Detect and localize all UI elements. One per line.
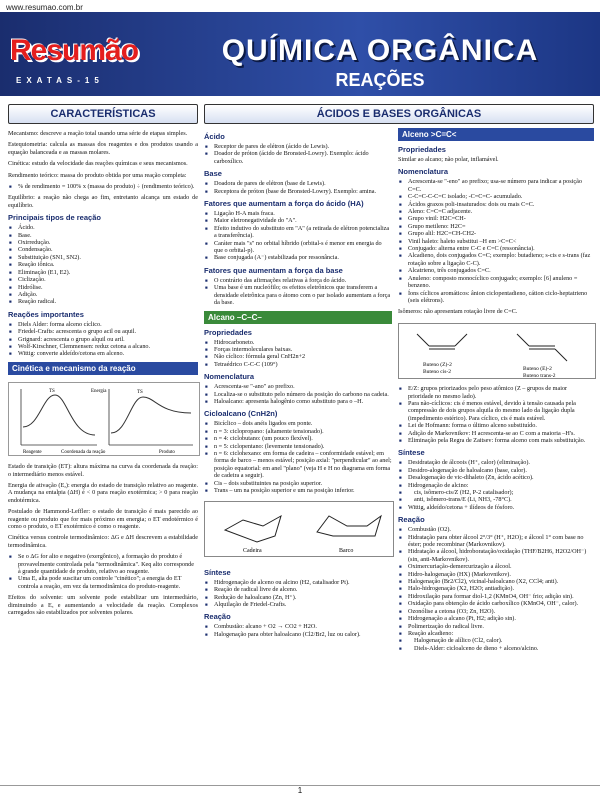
list-item: ■ Combustão (O2). [406,526,594,533]
list-item: ■ Doador de próton (ácido de Bronsted-Lowry). Exemplo: ácido carboxílico. [212,150,392,165]
important-list [8,321,198,358]
list-item: ■ Desalogenação de vic-dihaleto (Zn, ácido acético). [406,474,594,481]
list-item: ■ Se o ΔG for alto e negativo (exergônico), a formação do produto é provavelmente controlada pela "termodinâmica". Keq alto corresponde à grande quantidade de produto, relativo ao reagente. [16,553,198,575]
curve-exothermic [23,395,95,435]
list-item: ■ Grupo metileno: H2C= [406,223,594,230]
list-item: ■ Reação radical. [16,298,198,305]
heading-sintese: Síntese [204,567,231,577]
chair-shape [225,516,281,542]
text-solvente: Efeitos do solvente: um solvente pode estabilizar um intermediário, diminuindo a Eₐ e aumentando a velocidade da reação. Complexos carregados são estabilizados por solventes polares. [8,594,198,617]
text-energia-ativacao: Energia de ativação (Eₐ): energia do estado de transição relativo ao reagente. A mudança na entalpia (ΔH) é < 0 para reação exotérmica; > 0 para reação endotérmica. [8,481,198,504]
list-item: ■ Para não-cíclicos: cis é menos estável, devido à tensão causada pela compressão de dois grupos alquila do mesmo lado da ligação dupla (impedimento estérico). Para cíclico, cis é mais estável. [406,400,594,422]
list-item: ■ C-C=C-C-C=C isolado; -C=C=C- acumulado. [406,193,594,200]
list-item: ■ Receptor de pares de elétron (ácido de Lewis). [212,143,392,150]
heading-reacao: Reação [204,612,231,622]
list-item: ■ Haloalcano: apresenta halogênio como substituto para o –H. [212,398,392,405]
list-item: ■ Combustão: alcano + O2 → CO2 + H2O. [212,623,392,630]
list-item: ■ cis, isômero-cis/Z (H2, P-2 catalisador); [406,489,594,496]
list-item: ■ Bicíclico – dois anéis ligados em ponte. [212,420,392,427]
z-bond [455,334,467,346]
list-item: ■ Forças intermoleculares baixas. [212,346,392,353]
logo-wordmark: Resumão [10,34,139,67]
heading-tipos: Principais tipos de reação [8,213,101,223]
text-equilibrio: Equilíbrio: a reação não chega ao fim, entretanto alcança um estado de equilíbrio. [8,194,198,209]
list-item: ■ Hidrogenação a alcano (Pt, H2; adição sin). [406,615,594,622]
props-list [204,339,392,369]
list-item: ■ Halogenação de alílico (Cl2, calor). [406,637,594,644]
list-item: ■ Hidrogenação de alcino: [406,482,594,489]
text-hammond: Postulado de Hammond-Leffler: o estado de transição é mais parecido ao reagente ou produto que for mais próximo em energia; o ET endotérmico é como o produto, o ET exotérmico é como o reagente. [8,508,198,530]
z-label: Buteno (Z)-2 [423,361,452,368]
graph-label-coordenada: Coordenada da reação [61,449,106,455]
column-acidos [204,128,392,642]
header-banner [0,12,600,96]
synth-list [398,459,594,511]
list-item: ■ Halogenação para obter haloalcano (Cl2/Br2, luz ou calor). [212,631,392,638]
logo-subtitle: EXATAS-15 [16,76,104,85]
list-item: ■ Friedel-Crafts: acrescenta o grupo acil ou aquil. [16,328,198,335]
band-alcano: Alcano –C–C– [204,311,392,324]
list-item: ■ Adição. [16,291,198,298]
list-item: ■ Uma Eₐ alta pode suscitar um controle "cinético"; a energia do ET controla a reação, em vez da termodinâmica do produto-reagente. [16,575,198,590]
list-item: ■ Polimerização do radical livre. [406,623,594,630]
e-label: Buteno (E)-2 [523,365,552,372]
heading-acido: Ácido [204,132,225,141]
list-item: ■ Não cíclico: fórmula geral CnH2n+2 [212,353,392,360]
list-item: ■ Reação iônica. [16,261,198,268]
list-item: ■ Hidroxilação para formar diol-1,2 (KMnO4, OH⁻ frio; adição sin). [406,593,594,600]
list-item: ■ Eliminação pela Regra de Zaitsev: forma alceno com mais substituição. [406,437,594,444]
section-bar-caracteristicas: CARACTERÍSTICAS [8,104,198,124]
graph-label-ts: TS [137,389,143,395]
list-item: ■ Doadora de pares de elétron (base de Lewis). [212,180,392,187]
page-title: QUÍMICA ORGÂNICA [221,34,539,67]
list-item: ■ Reação alcadieno: [406,630,594,637]
yield-list [8,183,198,190]
list-item: ■ Oxirredução. [16,239,198,246]
list-item: ■ Acrescenta-se "-ano" ao prefixo. [212,383,392,390]
graph-label-energia: Energia [91,388,107,394]
list-item: ■ n = 6: ciclohexano: em forma de cadeira – conformidade estável; em forma de barco – menos estável; posição axial: "perpendicular" ao anel; posição equatorial: em anel "plano" (veja H e H no diagrama em forma de cadeira a seguir). [212,450,392,480]
list-item: ■ Diels Alder: forma alceno cíclico. [16,321,198,328]
factors-base-list [204,277,392,307]
z-bond [417,334,429,346]
list-item: ■ Wolf-Kirschner, Clemmensen: reduz cetona a alcano. [16,343,198,350]
e-sublabel: Buteno trans-2 [523,372,556,379]
list-item: ■ Uma base é um nucleófilo; os efeitos eletrônicos que transferem a densidade eletrônica para o átomo com o par isolado aumentam a força da base. [212,284,392,306]
resumao-logo [4,26,154,96]
text-isomeros: Isômeros: não apresentam rotação livre de C=C. [398,308,518,316]
heading-reacao: Reação [398,515,425,525]
list-item: ■ Grignard: acrescenta o grupo alquil ou aril. [16,336,198,343]
butene-isomers-diagram [398,323,596,379]
list-item: ■ Grupo alil: H2C=CH-CH2- [406,230,594,237]
heading-importantes: Reações importantes [8,309,84,319]
list-item: ■ Reação de radical livre de alceno. [212,586,392,593]
list-item: ■ anti, isômero-trans/E (Li, NH3, -78°C). [406,496,594,503]
heading-nomenclatura: Nomenclatura [204,372,255,382]
list-item: ■ Grupo vinil: H2C=CH- [406,215,594,222]
graph-label-ts: TS [49,388,55,394]
page-subtitle: REAÇÕES [335,70,425,90]
text-estequiometria: Estequiometria: calcula as massas dos reagentes e dos produtos usando a equação balanceada e as massas molares. [8,141,198,156]
list-item: ■ Caráter mais "s" no orbital híbrido (orbital-s é menor em energia do que o orbital-p). [212,240,392,255]
list-item: ■ Eliminação (E1, E2). [16,269,198,276]
list-item: ■ Substituição (SN1, SN2). [16,254,198,261]
boat-shape [317,516,381,536]
list-item: ■ Base. [16,232,198,239]
heading-fatores-base: Fatores que aumentam a força da base [204,265,343,275]
list-item: ■ Desidratação de álcoois (H⁺, calor) (eliminação). [406,459,594,466]
section-bar-acidos-bases: ÁCIDOS E BASES ORGÂNICAS [204,104,594,124]
page-footer [0,785,600,800]
list-item: ■ Alcatrieno, três conjugados C=C. [406,267,594,274]
nomen-list [398,178,594,304]
list-item: ■ Ligação H-A mais fraca. [212,210,392,217]
list-item: ■ Alcadieno, dois conjugados C=C; exemplo: butadieno; s-cis e s-trans (faz rotação sobre a ligação C-C). [406,252,594,267]
list-item: ■ O contrário das afirmações relativas à força do ácido. [212,277,392,284]
list-item: ■ Ácidos graxos poli-insaturados: dois ou mais C=C. [406,201,594,208]
text-cinetica: Cinética: estudo da velocidade das reações químicas e seus mecanismos. [8,160,188,168]
kinetic-list [8,553,198,590]
list-item: ■ Hidrólise. [16,284,198,291]
list-item: ■ n = 4: ciclobutano: (um pouco flexível). [212,435,392,442]
list-item: ■ Oxidação para obtenção de ácido carboxílico (KMnO4, OH⁻, calor). [406,600,594,607]
react-list [398,526,594,652]
list-item: ■ n = 3: ciclopropano: (altamente tensionado). [212,428,392,435]
heading-propriedades: Propriedades [204,327,252,337]
list-item: ■ Alquilação de Friedel-Crafts. [212,601,392,608]
list-item: ■ E/Z: grupos priorizados pelo peso atômico (Z – grupos de maior prioridade no mesmo lado). [406,385,594,400]
list-item: ■ Tetraédrico C-C-C (109°) [212,361,392,368]
site-url[interactable]: www.resumao.com.br [6,3,83,12]
acid-list [204,143,392,165]
text-propriedades: Similar ao alcano; não polar, inflamável. [398,156,499,163]
e-bond [555,349,567,361]
energy-diagram [8,382,200,456]
list-item: ■ Receptora de próton (base de Bronsted-Lowry). Exemplo: amina. [212,188,392,195]
list-item: ■ Conjugado: alterna entre C-C e C=C (ressonância). [406,245,594,252]
band-alceno: Alceno >C=C< [398,128,594,141]
list-item: ■ Ozonólise a cetona (O3; Zn, H2O). [406,608,594,615]
list-item: ■ Wittig: converte aldeído/cetona em alceno. [16,350,198,357]
graph-label-reagente: Reagente [23,449,42,455]
list-item: ■ Maior eletronegatividade do "A". [212,217,392,224]
list-item: ■ Acrescenta-se "-eno" ao prefixo; usa-se número para indicar a posição C=C. [406,178,594,193]
curve-endothermic [111,397,191,433]
list-item: ■ Cis – dois substituintes na posição superior. [212,480,392,487]
list-item: ■ Hidro-halogenação (HX) (Markovnikov). [406,571,594,578]
factors-list [204,210,392,262]
heading-sintese: Síntese [398,448,425,458]
list-item: ■ Efeito indutivo do substituto em "A" (a retirada de elétron potencializa a transferência). [212,225,392,240]
graph-label-produto: Produto [159,449,175,455]
boat-label: Barco [339,548,354,555]
list-item: ■ Íons cíclicos aromáticos: ânion ciclopentadieno, cátion ciclo-heptatrieno (seis elétrons). [406,290,594,305]
list-item: ■ Hidratação para obter álcool 2°/3° (H⁺, H2O); e álcool 1° com base no éster; pode recombinar (Markovnikov). [406,534,594,549]
synth-list [204,579,392,609]
nomen-list [204,383,392,405]
base-list [204,180,392,195]
text-rendimento: Rendimento teórico: massa do produto obtida por uma reação completa: [8,171,187,179]
page-number: 1 [297,786,303,795]
types-list [8,224,198,305]
list-item: ■ Lei de Hofmann: forma o último alceno substituído. [406,422,594,429]
react-list [204,623,392,638]
column-caracteristicas [8,104,198,620]
list-item: ■ Vinil haleto: haleto substitui –H em >C=C< [406,238,594,245]
cyclohexane-diagram [204,501,394,557]
heading-nomenclatura: Nomenclatura [398,167,449,177]
list-item: ■ Halogenação (Br2/Cl2), vicinal-haloalcano (X2, CCl4; anti). [406,578,594,585]
list-item: ■ % de rendimento = 100% x (massa do produto) ÷ (rendimento teórico). [16,183,198,190]
list-item: ■ Hidrocarboneto. [212,339,392,346]
list-item: ■ Base conjugada (A⁻) estabilizada por ressonância. [212,254,392,261]
heading-base: Base [204,169,222,179]
list-item: ■ Adição de Markovnikov: H acrescenta-se ao C com a maioria –H's. [406,430,594,437]
list-item: ■ Halo-hidrogenação (X2, H2O; antiadição). [406,585,594,592]
text-cinetica-termo: Cinética versus controle termodinâmico: ΔG e ΔH descrevem a estabilidade termodinâmica. [8,534,198,549]
text-estado-transicao: Estado de transição (ET): altura máxima na curva da coordenada da reação: o intermediário menos estável. [8,463,198,478]
cyclo-list [204,420,392,494]
z-sublabel: Buteno cis-2 [423,368,451,375]
list-item: ■ Desidro-alogenação de haloalcano (base, calor). [406,467,594,474]
nomen2-list [398,385,594,444]
chair-label: Cadeira [243,548,262,555]
list-item: ■ Ciclização. [16,276,198,283]
heading-cicloalcano: Cicloalcano (CnH2n) [204,409,278,419]
list-item: ■ Diels-Alder: cicloalceno de dieno + alceno/alcino. [406,645,594,652]
column-alceno [398,128,594,656]
list-item: ■ Ácido. [16,224,198,231]
list-item: ■ Wittig, aldeído/cetona + ilídeos de fósforo. [406,504,594,511]
list-item: ■ Hidratação a álcool, hidroboratação/oxidação (THF/B2H6, H2O2/OH⁻) (sin, anti-Markovnikov). [406,548,594,563]
list-item: ■ Trans – um na posição superior e um na posição inferior. [212,487,392,494]
heading-fatores-acido: Fatores que aumentam a força do ácido (HA) [204,199,364,209]
list-item: ■ Aleno: C=C=C adjacente. [406,208,594,215]
list-item: ■ Oximercuriação-demercurização a álcool. [406,563,594,570]
list-item: ■ Anuleno: composto monocíclico conjugado; exemplo: [6] anuleno = benzeno. [406,275,594,290]
e-bond [517,334,529,346]
list-item: ■ Localiza-se o substituto pelo número da posição do carbono na cadeia. [212,391,392,398]
list-item: ■ n = 5: ciclopentano: (levemente tensionado). [212,443,392,450]
heading-propriedades: Propriedades [398,145,446,154]
text-mecanismo: Mecanismo: descreve a reação total usando uma série de etapas simples. [8,130,188,137]
band-cinetica: Cinética e mecanismo da reação [8,362,198,375]
list-item: ■ Hidrogenação de alceno ou alcino (H2, catalisador Pt). [212,579,392,586]
list-item: ■ Condensação. [16,246,198,253]
list-item: ■ Redução de haloalcano (Zn, H⁺). [212,594,392,601]
